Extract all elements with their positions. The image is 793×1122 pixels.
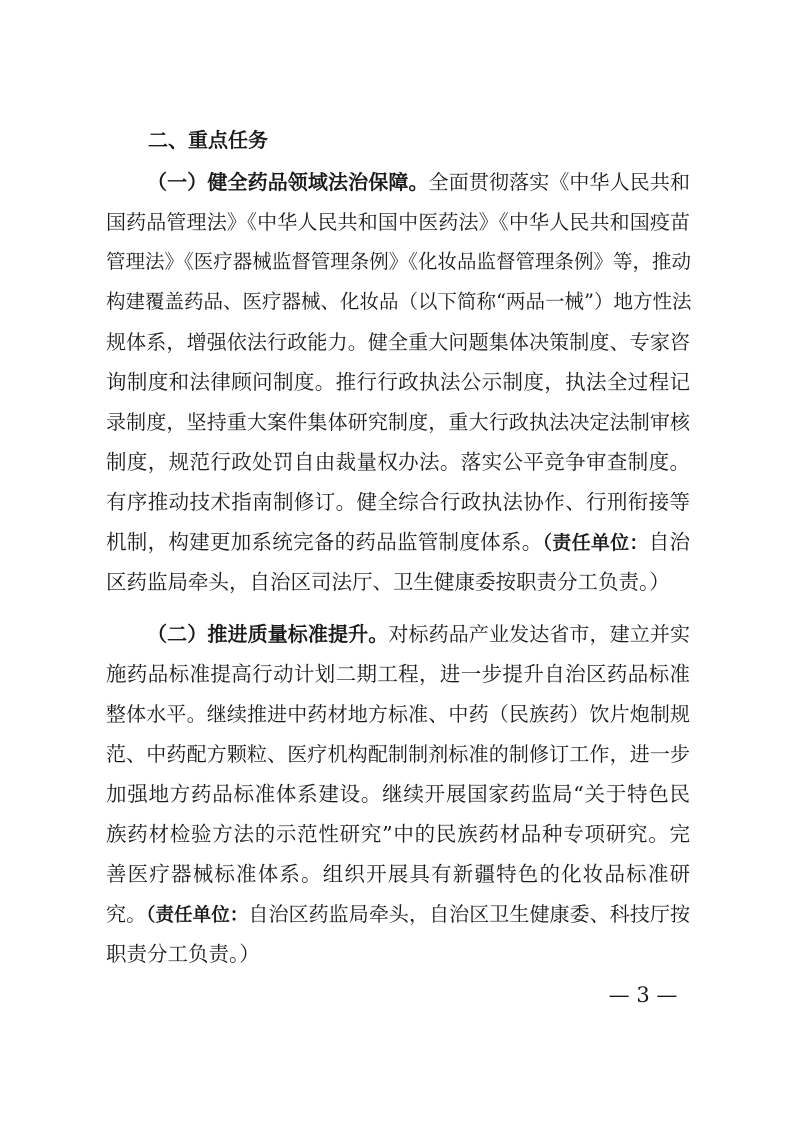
- paragraph-2-line: [106, 899, 690, 929]
- paragraph-2-lead: （二）推进质量标准提升。: [147, 622, 389, 646]
- paragraph-1-line: [106, 527, 690, 557]
- paragraph-2-text: 究。: [106, 902, 147, 926]
- paragraph-1-line: [147, 167, 690, 197]
- paragraph-2-line: 范、中药配方颗粒、医疗机构配制制剂标准的制修订工作，进一步: [106, 742, 690, 766]
- section-heading: 二、重点任务: [148, 128, 268, 152]
- paragraph-1-line: 制度，规范行政处罚自由裁量权办法。落实公平竞争审查制度。: [106, 450, 690, 474]
- paragraph-1-line: 国药品管理法》《中华人民共和国中医药法》《中华人民共和国疫苗: [106, 210, 690, 234]
- responsibility-label: （责任单位：: [146, 905, 249, 926]
- responsibility-line: 区药监局牵头，自治区司法厅、卫生健康委按职责分工负责。）: [106, 570, 670, 594]
- paragraph-2-text: 对标药品产业发达省市，建立并实: [388, 622, 691, 646]
- paragraph-2-line: 整体水平。继续推进中药材地方标准、中药（民族药）饮片炮制规: [106, 702, 690, 726]
- paragraph-1-line: 询制度和法律顾问制度。推行行政执法公示制度，执法全过程记: [106, 370, 690, 394]
- page-number: — 3 —: [608, 983, 678, 1007]
- paragraph-2-line: 善医疗器械标准体系。组织开展具有新疆特色的化妆品标准研: [106, 862, 690, 886]
- responsibility-text: 自治区药监局牵头，自治区卫生健康委、科技厅按: [248, 902, 690, 926]
- responsibility-label: （责任单位：: [542, 532, 649, 554]
- paragraph-1-line: 有序推动技术指南制修订。健全综合行政执法协作、行刑衔接等: [106, 490, 690, 514]
- responsibility-line: 职责分工负责。）: [106, 942, 260, 966]
- responsibility-text: 自治: [648, 530, 691, 554]
- paragraph-1-line: 管理法》《医疗器械监督管理条例》《化妆品监督管理条例》等，推动: [106, 250, 692, 273]
- paragraph-1-line: 录制度，坚持重大案件集体研究制度，重大行政执法决定法制审核: [106, 410, 690, 434]
- paragraph-1-text: 全面贯彻落实《中华人民共和: [428, 170, 691, 194]
- paragraph-2-line: 加强地方药品标准体系建设。继续开展国家药监局“关于特色民: [106, 782, 690, 806]
- paragraph-1-line: 构建覆盖药品、医疗器械、化妆品（以下简称“两品一械”）地方性法: [106, 290, 692, 313]
- paragraph-2-line: 施药品标准提高行动计划二期工程，进一步提升自治区药品标准: [106, 662, 690, 686]
- paragraph-1-text: 机制，构建更加系统完备的药品监管制度体系。: [106, 530, 543, 554]
- paragraph-1-lead: （一）健全药品领域法治保障。: [147, 170, 429, 194]
- paragraph-2-line: 族药材检验方法的示范性研究”中的民族药材品种专项研究。完: [106, 822, 690, 846]
- paragraph-1-line: 规体系，增强依法行政能力。健全重大问题集体决策制度、专家咨: [106, 330, 690, 354]
- paragraph-2-line: [147, 619, 690, 649]
